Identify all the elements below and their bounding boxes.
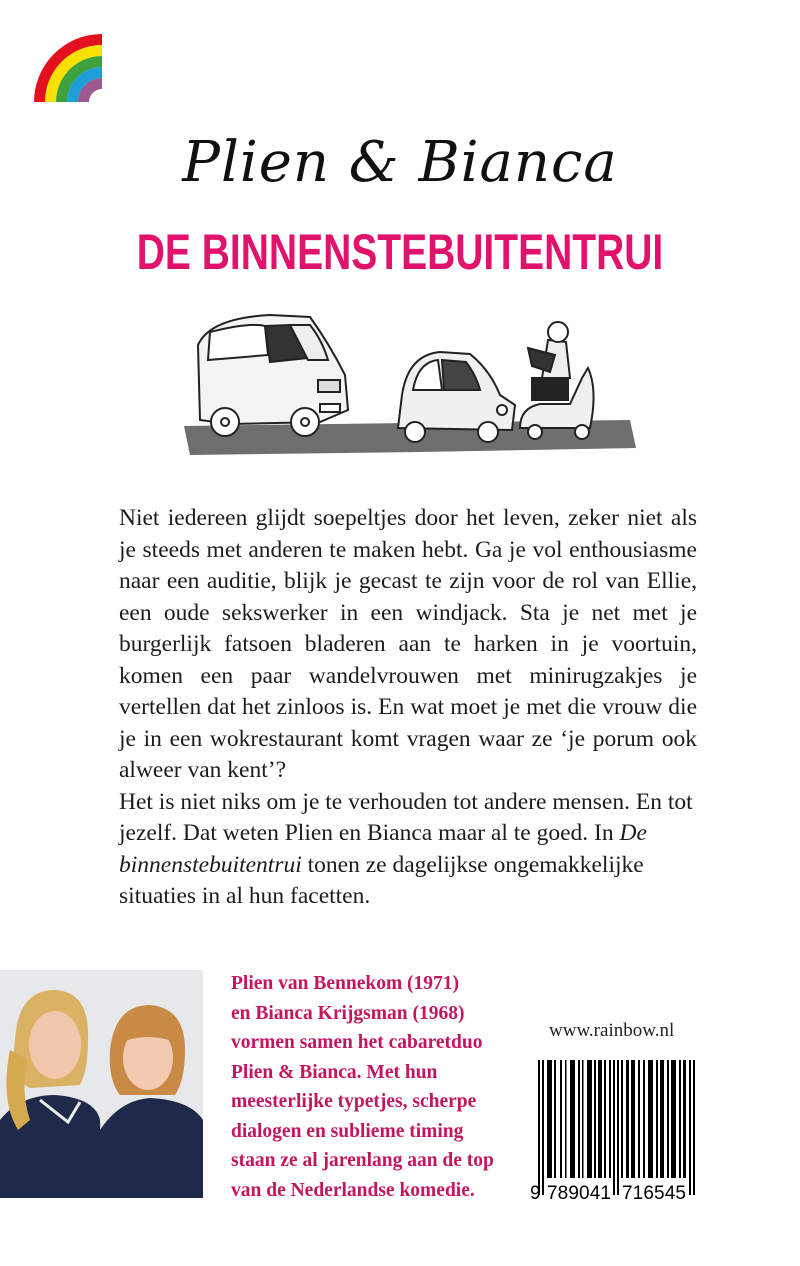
bio-line: Plien van Bennekom (1971) [231,973,460,994]
blurb-paragraph-2-end: tonen ze dagelijkse ongemakkelijke situaties in al hun facetten. [119,851,644,909]
van-icon [198,315,348,436]
blurb-text [119,503,697,913]
book-title-italic: De binnenstebuitentrui [119,820,647,878]
bio-line: van de Nederlandse komedie. [231,1179,475,1201]
cartoon-illustration [170,300,640,460]
bio-line: dialogen en sublieme timing [231,1120,464,1142]
blurb-paragraph-1: Niet iedereen glijdt soepeltjes door het leven, zeker niet als je steeds met anderen te maken hebt. Ga je vol enthousiasme naar een auditie, blijk je gecast te zijn voor de rol van Ellie, een oude sekswerker in een windjack. Sta je net met je burgerlijk fatsoen bladeren aan te harken in je voortuin, komen een paar wandelvrouwen met minirugzakjes je vertellen dat het zinloos is. En wat moet je met die vrouw die je in een wokrestaurant komt vragen waar ze ‘je porum ook alweer van kent’? [119,505,697,783]
author-photo [0,970,203,1198]
blurb-paragraph-2-start: Het is niet niks om je te verhouden tot andere mensen. En tot jezelf. Dat weten Plien en Bianca maar al te goed. In [119,788,693,846]
bio-line: Plien & Bianca. Met hun [231,1061,438,1083]
svg-text:9: 9 [530,1183,541,1202]
scooter-icon [520,322,594,439]
rainbow-logo-icon [34,34,102,102]
blurb-paragraph-2 [119,787,697,913]
bio-line: en Bianca Krijgsman (1968) [231,1002,465,1024]
car-icon [398,352,515,442]
author-bio [231,969,531,1205]
svg-text:716545: 716545 [622,1183,686,1202]
barcode-icon [530,1060,706,1202]
svg-text:789041: 789041 [547,1183,611,1202]
publisher-url: www.rainbow.nl [549,1020,675,1041]
book-title: DE BINNENSTEBUITENTRUI [136,224,664,280]
author-name: Plien & Bianca [182,130,618,195]
bio-line: meesterlijke typetjes, scherpe [231,1091,477,1112]
bio-line: staan ze al jarenlang aan de top [231,1150,494,1171]
bio-line: vormen samen het cabaretduo [231,1032,483,1053]
